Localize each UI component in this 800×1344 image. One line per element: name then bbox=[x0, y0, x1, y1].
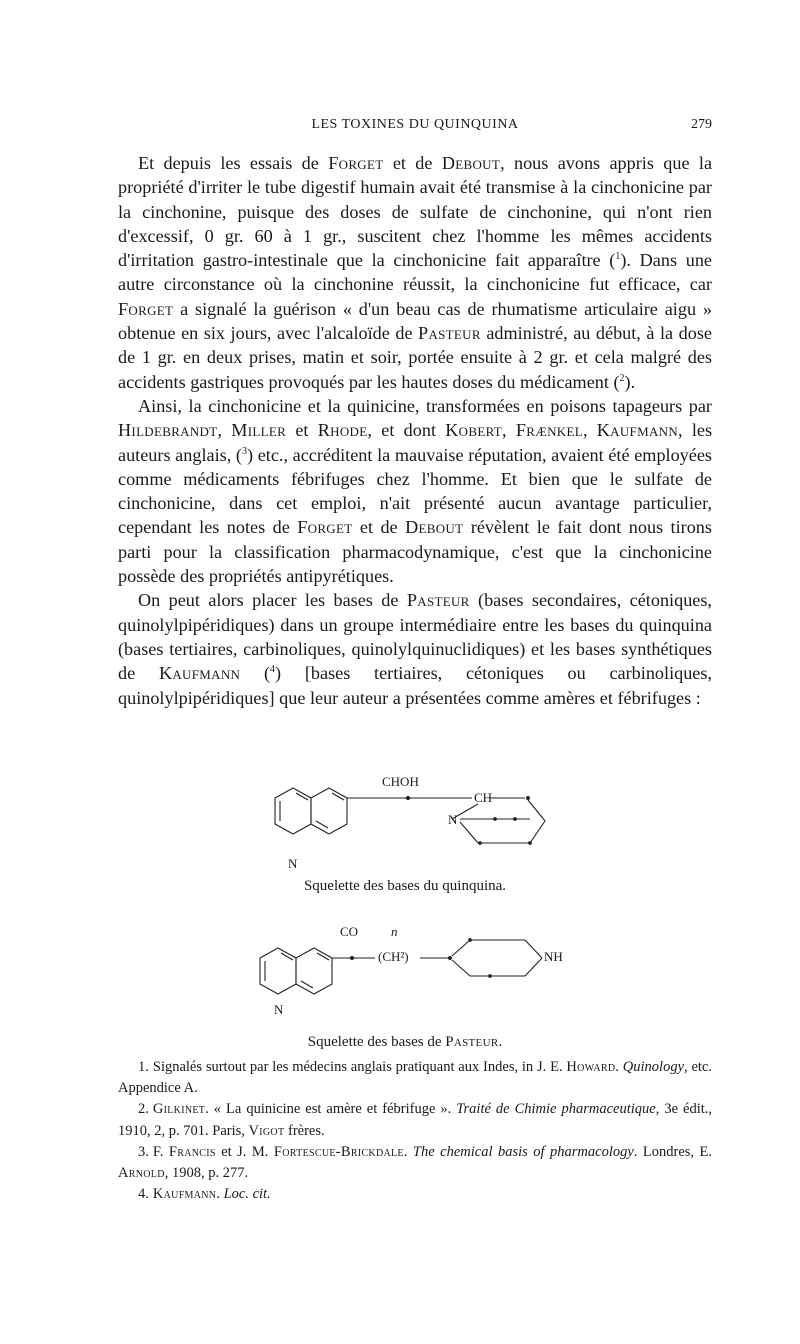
text-run: et de bbox=[383, 153, 442, 173]
text-run: , 1908, p. 277. bbox=[164, 1165, 249, 1182]
caption-name: Pasteur bbox=[445, 1034, 499, 1050]
work-title: Quinology bbox=[622, 1059, 685, 1075]
text-run: , bbox=[582, 420, 597, 441]
text-run: . Londres, E. bbox=[633, 1143, 713, 1160]
author-name: Forget bbox=[328, 153, 384, 173]
footnote-ref: 2 bbox=[619, 372, 625, 384]
label-nh: NH bbox=[544, 949, 563, 964]
footnote-text bbox=[118, 1101, 712, 1138]
text-run: ) etc., accréditent la mauvaise réputation, avaient été employées comme médicaments fébrifuges chez l'homme. Et bien que le sulfate de cinchonicine, dans cet emploi, n'ait présenté aucun avantage particulier, cependant les notes de bbox=[118, 444, 712, 538]
author-name: Debout bbox=[441, 153, 501, 173]
page-number: 279 bbox=[691, 117, 712, 132]
figure-pasteur-skeleton bbox=[240, 924, 570, 1050]
text-run: , bbox=[217, 420, 232, 441]
body-text bbox=[118, 151, 712, 710]
footnote-ref: 1 bbox=[615, 251, 621, 263]
work-title: Loc. cit. bbox=[223, 1186, 271, 1203]
text-run: et J. M. bbox=[215, 1143, 274, 1160]
text-run: et bbox=[286, 420, 318, 441]
pasteur-structure-diagram bbox=[240, 930, 570, 1030]
footnote-number: 1. bbox=[138, 1059, 149, 1075]
figure-quinquina-skeleton bbox=[240, 776, 570, 900]
text-run: . « La quinicine est amère et fébrifuge ». bbox=[205, 1101, 457, 1118]
author-name: Kaufmann bbox=[158, 663, 241, 684]
author-name: Kaufmann bbox=[596, 420, 679, 441]
author-name: Fortescue-Brickdale bbox=[273, 1143, 404, 1160]
text-run: ( bbox=[240, 663, 271, 684]
text-run: ) [bases tertiaires, cétoniques ou carbinoliques, quinolylpipéridiques] que leur auteur a présentées comme amères et fébrifuges : bbox=[118, 663, 713, 708]
text-run: . bbox=[615, 1059, 623, 1075]
author-name: Kobert bbox=[445, 420, 503, 441]
text-run: , et dont bbox=[367, 420, 446, 441]
footnote-4 bbox=[118, 1184, 712, 1205]
text-run: ). Dans une autre circonstance où la cinchonine réussit, la cinchonicine fut efficace, car bbox=[118, 250, 712, 295]
footnote-1 bbox=[118, 1057, 712, 1099]
label-n-italic: n bbox=[391, 924, 398, 939]
label-ch: CH bbox=[474, 790, 493, 805]
text-run: . bbox=[403, 1143, 413, 1160]
footnote-number: 4. bbox=[138, 1186, 149, 1203]
text-run: Ainsi, la cinchonicine et la quinicine, transformées en poisons tapageurs par bbox=[138, 395, 712, 416]
text-run: , etc. Appendice A. bbox=[118, 1059, 712, 1097]
label-co: CO bbox=[340, 924, 359, 939]
work-title: The chemical basis of pharmacology bbox=[412, 1143, 634, 1160]
paragraph-3 bbox=[118, 588, 712, 709]
figure-1-caption: Squelette des bases du quinquina. bbox=[303, 878, 507, 894]
label-n-ring: N bbox=[448, 812, 458, 827]
author-name: Miller bbox=[231, 420, 287, 441]
running-title: LES TOXINES DU QUINQUINA bbox=[311, 117, 519, 132]
author-name: Howard bbox=[566, 1059, 616, 1075]
author-name: Francis bbox=[168, 1143, 216, 1160]
text-run: frères. bbox=[284, 1122, 325, 1139]
text-run: a signalé la guérison « d'un beau cas de rhumatisme articulaire aigu » obtenue en six jours, avec l'alcaloïde de bbox=[118, 298, 712, 344]
label-choh: CHOH bbox=[382, 774, 419, 789]
footnote-3 bbox=[118, 1142, 712, 1184]
author-name: Kaufmann bbox=[152, 1186, 217, 1203]
text-run: , nous avons appris que la propriété d'irriter le tube digestif humain avait été transmise à la cinchonicine par la cinchonine, puisque des doses de sulfate de cinchonine, qui n'ont rien d'excessif, 0 gr. 60 à 1 gr., suscitent chez l'homme les mêmes accidents d'irritation gastro-intestinale que la cinchonicine fait apparaître ( bbox=[118, 153, 713, 271]
footnote-text bbox=[118, 1059, 712, 1096]
author-name: Forget bbox=[118, 298, 174, 319]
author-name: Hildebrandt bbox=[118, 420, 218, 441]
caption-prefix: Squelette des bases de bbox=[307, 1034, 446, 1050]
paragraph-1 bbox=[118, 151, 712, 394]
caption-suffix: . bbox=[498, 1034, 503, 1050]
text-run: F. bbox=[152, 1143, 169, 1160]
author-name: Arnold bbox=[118, 1165, 165, 1182]
work-title: Traité de Chimie pharmaceutique bbox=[456, 1101, 656, 1118]
footnote-ref: 3 bbox=[241, 445, 247, 457]
author-name: Gilkinet bbox=[152, 1101, 206, 1118]
footnote-number: 3. bbox=[138, 1143, 149, 1160]
running-head bbox=[118, 117, 712, 137]
footnote-ref: 4 bbox=[270, 664, 276, 676]
footnote-2 bbox=[118, 1099, 712, 1141]
text-run: , bbox=[502, 420, 516, 441]
footnote-text bbox=[153, 1186, 271, 1202]
text-run: , 3e édit., 1910, 2, p. 701. Paris, bbox=[118, 1101, 712, 1139]
footnote-number: 2. bbox=[138, 1101, 149, 1118]
author-name: Frænkel bbox=[515, 420, 583, 441]
label-n-quinoline: N bbox=[274, 1002, 284, 1017]
text-run: révèlent le fait dont nous tirons parti pour la classification pharmacodynamique, c'est que la cinchonicine possède des propriétés antipyrétiques. bbox=[118, 517, 712, 587]
text-run: Signalés surtout par les médecins anglais pratiquant aux Indes, in J. E. bbox=[152, 1059, 567, 1075]
author-name: Rhode bbox=[317, 420, 368, 441]
author-name: Forget bbox=[297, 517, 353, 538]
text-run: et de bbox=[352, 517, 406, 538]
author-name: Pasteur bbox=[418, 323, 481, 344]
text-run: On peut alors placer les bases de bbox=[138, 590, 407, 611]
text-run: ). bbox=[624, 371, 636, 392]
text-run: . bbox=[216, 1186, 224, 1203]
figure-2-caption bbox=[240, 1034, 570, 1051]
author-name: Vigot bbox=[248, 1122, 285, 1139]
label-n-quinoline: N bbox=[288, 856, 298, 871]
text-run: Et depuis les essais de bbox=[138, 153, 329, 173]
text-run: (bases secondaires, cétoniques, quinolylpipéridiques) dans un groupe intermédiaire entre les bases du quinquina (bases tertiaires, carbinoliques, quinolylquinuclidiques) et les bases synthétiques de bbox=[118, 590, 712, 684]
author-name: Pasteur bbox=[406, 590, 470, 611]
text-run: administré, au début, à la dose de 1 gr. en deux prises, matin et soir, portée ensuite à 2 gr. et cela malgré des accidents gastriques provoqués par les hautes doses du médicament ( bbox=[118, 323, 712, 392]
footnote-text bbox=[118, 1144, 712, 1181]
text-run: , les auteurs anglais, ( bbox=[118, 420, 713, 465]
label-ch2-chain: (CH²) bbox=[378, 949, 409, 964]
footnotes bbox=[118, 1057, 712, 1205]
author-name: Debout bbox=[405, 517, 464, 538]
paragraph-2 bbox=[118, 394, 712, 588]
